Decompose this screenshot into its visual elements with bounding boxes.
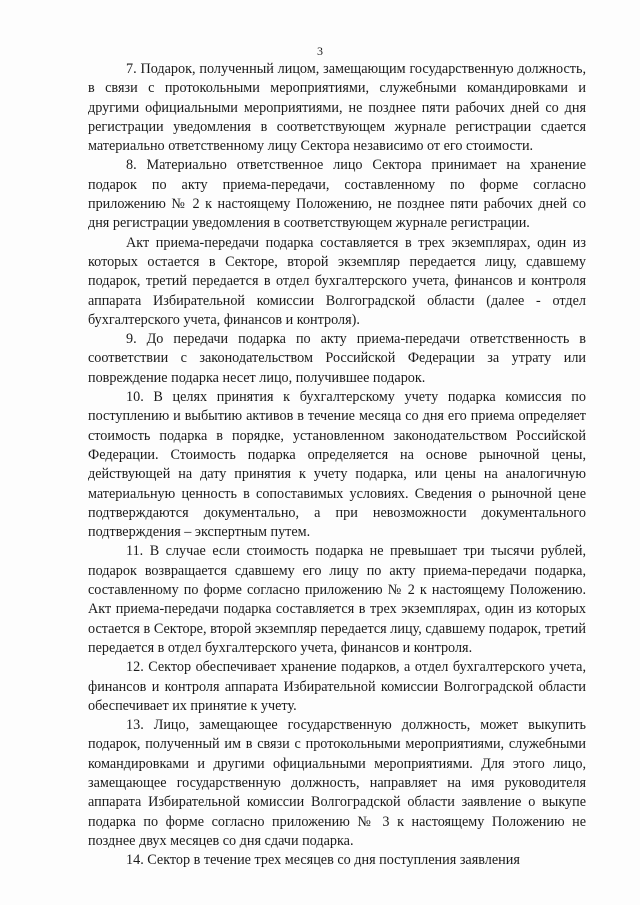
paragraph-11: 11. В случае если стоимость подарка не превышает три тысячи рублей, подарок возвращается сдавшему его лицу по акту приема-передачи подарка, составленному по форме согласно приложению № 2 к настоящему Положению. Акт приема-передачи подарка составляется в трех экземплярах, один из которых остается в Секторе, второй экземпляр передается лицу, сдавшему подарок, третий передается в отдел бухгалтерского учета, финансов и контроля. — [88, 543, 586, 656]
paragraph-act-copies: Акт приема-передачи подарка составляется в трех экземплярах, один из которых остается в Секторе, второй экземпляр передается лицу, сдавшему подарок, третий передается в отдел бухгалтерского учета, финансов и контроля аппарата Избирательной комиссии Волгоградской области (далее - отдел бухгалтерского учета, финансов и контроля). — [88, 234, 586, 328]
paragraph-9: 9. До передачи подарка по акту приема-передачи ответственность в соответствии с законодательством Российской Федерации за утрату или повреждение подарка несет лицо, получившее подарок. — [88, 331, 586, 386]
paragraph-13: 13. Лицо, замещающее государственную должность, может выкупить подарок, полученный им в связи с протокольными мероприятиями, служебными командировками и другими официальными мероприятиями. Для этого лицо, замещающее государственную должность, направляет на имя руководителя аппарата Избирательной комиссии Волгоградской области заявление о выкупе подарка по форме согласно приложению № 3 к настоящему Положению не позднее двух месяцев со дня сдачи подарка. — [88, 717, 586, 849]
page-number: 3 — [317, 44, 323, 58]
paragraph-7: 7. Подарок, полученный лицом, замещающим государственную должность, в связи с протокольными мероприятиями, служебными командировками и другими официальными мероприятиями, не позднее пяти рабочих дней со дня регистрации уведомления в соответствующем журнале регистрации сдается материально ответственному лицу Сектора независимо от его стоимости. — [88, 61, 586, 155]
paragraph-10: 10. В целях принятия к бухгалтерскому учету подарка комиссия по поступлению и выбытию активов в течение месяца со дня его приема определяет стоимость подарка в порядке, установленном законодательством Российской Федерации. Стоимость подарка определяется на основе рыночной цены, действующей на дату принятия к учету подарка, или цены на аналогичную материальную ценность в сопоставимых условиях. Сведения о рыночной цене подтверждаются документально, а при невозможности документального подтверждения – экспертным путем. — [88, 389, 586, 541]
paragraph-12: 12. Сектор обеспечивает хранение подарков, а отдел бухгалтерского учета, финансов и контроля аппарата Избирательной комиссии Волгоградской области обеспечивает их принятие к учету. — [88, 659, 586, 714]
document-body — [88, 60, 586, 870]
paragraph-14: 14. Сектор в течение трех месяцев со дня поступления заявления — [126, 852, 520, 869]
paragraph-8: 8. Материально ответственное лицо Сектора принимает на хранение подарок по акту приема-передачи, составленному по форме согласно приложению № 2 к настоящему Положению, не позднее пяти рабочих дней со дня регистрации уведомления в соответствующем журнале регистрации. — [88, 157, 586, 232]
